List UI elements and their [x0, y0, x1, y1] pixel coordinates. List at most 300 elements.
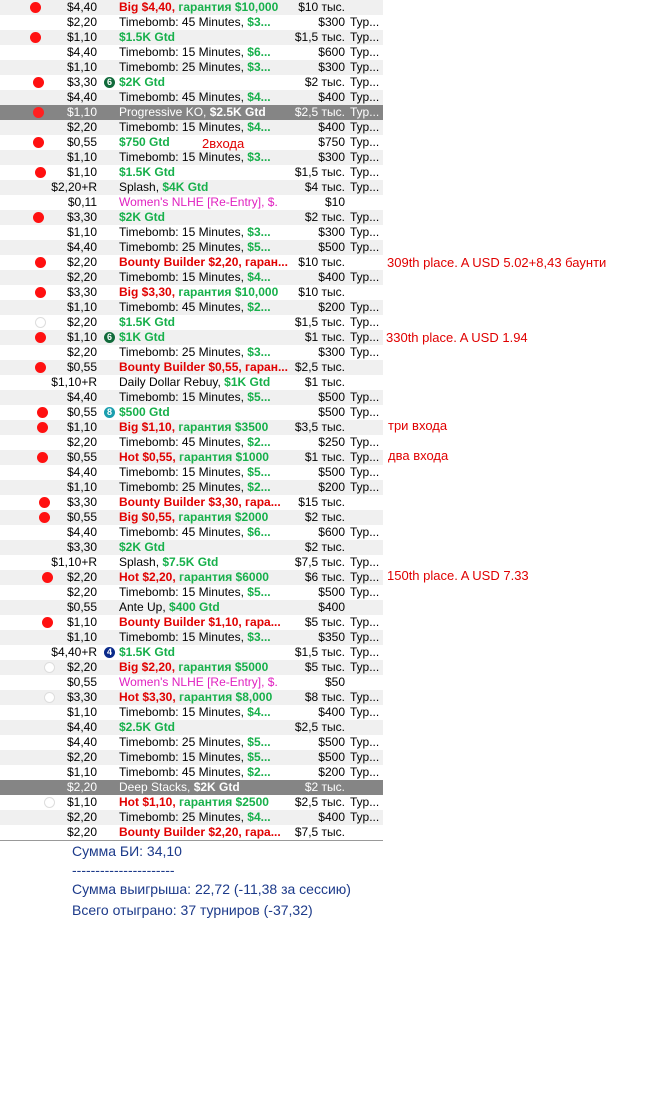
name-part-plain: Timebomb: 15 Minutes,	[119, 390, 248, 404]
buyin-cell: $2,20	[66, 810, 97, 824]
tournament-row[interactable]	[0, 675, 383, 690]
status-red-dot-icon	[33, 212, 44, 223]
name-part-n2: $1.5K Gtd	[119, 165, 176, 179]
type-cell: Тур...	[350, 45, 380, 59]
name-part-n2b: $4...	[247, 120, 271, 134]
status-red-dot-icon	[37, 452, 48, 463]
prize-cell: $1 тыс.	[304, 450, 345, 464]
tournament-name	[119, 165, 281, 180]
seat-badge-icon: 8	[104, 407, 115, 418]
type-cell: Тур...	[350, 750, 380, 764]
type-cell: Тур...	[350, 465, 380, 479]
buyin-cell: $1,10	[66, 480, 97, 494]
tournament-row[interactable]	[0, 510, 383, 525]
prize-cell: $400	[318, 90, 345, 104]
type-cell: Тур...	[350, 435, 380, 449]
tournament-name	[119, 345, 281, 360]
status-red-dot-icon	[33, 137, 44, 148]
name-part-n2: $500 Gtd	[119, 405, 170, 419]
buyin-cell: $0,55	[66, 450, 97, 464]
buyin-cell: $4,40	[66, 90, 97, 104]
prize-cell: $2,5 тыс.	[294, 795, 345, 809]
note-330th-place: 330th place. A USD 1.94	[386, 330, 528, 345]
status-red-dot-icon	[39, 497, 50, 508]
tournament-row[interactable]	[0, 150, 383, 165]
buyin-cell: $1,10	[66, 30, 97, 44]
buyin-cell: $3,30	[66, 540, 97, 554]
prize-cell: $10	[324, 195, 345, 209]
type-cell: Тур...	[350, 345, 380, 359]
tournament-row[interactable]	[0, 315, 383, 330]
tournament-row[interactable]	[0, 810, 383, 825]
name-part-n1: Hot $3,30,	[119, 690, 176, 704]
tournament-name	[119, 90, 281, 105]
tournament-name	[119, 45, 281, 60]
buyin-cell: $0,55	[66, 405, 97, 419]
tournament-row[interactable]	[0, 390, 383, 405]
tournament-row[interactable]	[0, 480, 383, 495]
prize-cell: $4 тыс.	[304, 180, 345, 194]
note-309th-place: 309th place. A USD 5.02+8,43 баунти	[387, 255, 607, 270]
tournament-row[interactable]	[0, 630, 383, 645]
name-part-bold: $2.5K Gtd	[209, 105, 266, 119]
name-part-n2b: $3...	[247, 150, 271, 164]
name-part-n2: гарантия $8,000	[175, 690, 273, 704]
name-part-n2b: $5...	[247, 585, 271, 599]
prize-cell: $10 тыс.	[298, 0, 345, 14]
tournament-name	[119, 120, 281, 135]
buyin-cell: $2,20	[66, 15, 97, 29]
tournament-name	[119, 795, 281, 810]
name-part-n2: $2K Gtd	[119, 210, 166, 224]
buyin-cell: $1,10	[66, 225, 97, 239]
tournament-row[interactable]	[0, 345, 383, 360]
buyin-cell: $1,10	[66, 630, 97, 644]
tournament-row[interactable]	[0, 450, 383, 465]
name-part-plain: Timebomb: 25 Minutes,	[119, 345, 248, 359]
tournament-name	[119, 495, 281, 510]
tournament-name	[119, 180, 281, 195]
name-part-plain: Timebomb: 15 Minutes,	[119, 630, 248, 644]
prize-cell: $400	[318, 705, 345, 719]
prize-cell: $2,5 тыс.	[294, 720, 345, 734]
name-part-n2b: $2...	[247, 765, 271, 779]
tournament-row[interactable]	[0, 405, 383, 420]
tournament-row[interactable]	[0, 210, 383, 225]
name-part-n2b: $7.5K Gtd	[162, 555, 219, 569]
prize-cell: $600	[318, 45, 345, 59]
type-cell: Тур...	[350, 705, 380, 719]
tournament-row[interactable]	[0, 825, 383, 840]
note-three-entries: три входа	[388, 418, 448, 433]
name-part-n2: гарантия $2000	[175, 510, 269, 524]
name-part-plain: Timebomb: 45 Minutes,	[119, 765, 248, 779]
buyin-cell: $1,10+R	[51, 555, 97, 569]
buyin-cell: $0,55	[66, 135, 97, 149]
tournament-name	[119, 630, 281, 645]
tournament-row[interactable]	[0, 645, 383, 660]
prize-cell: $350	[318, 630, 345, 644]
name-part-n2b: $4...	[247, 705, 271, 719]
status-red-dot-icon	[37, 407, 48, 418]
name-part-n2: $1.5K Gtd	[119, 315, 176, 329]
prize-cell: $500	[318, 240, 345, 254]
tournament-row[interactable]	[0, 795, 383, 810]
name-part-n2b: $6...	[247, 45, 271, 59]
buyin-cell: $2,20	[66, 780, 97, 794]
name-part-plain: Timebomb: 15 Minutes,	[119, 270, 248, 284]
buyin-cell: $4,40	[66, 735, 97, 749]
name-part-plain: Splash,	[119, 180, 163, 194]
tournament-row[interactable]	[0, 15, 383, 30]
prize-cell: $600	[318, 525, 345, 539]
name-part-plain: Progressive KO,	[119, 105, 210, 119]
name-part-n1b: гара...	[241, 495, 281, 509]
name-part-plain: Timebomb: 25 Minutes,	[119, 810, 248, 824]
type-cell: Тур...	[350, 210, 380, 224]
type-cell: Тур...	[350, 570, 380, 584]
tournament-row[interactable]	[0, 360, 383, 375]
tournament-row[interactable]	[0, 300, 383, 315]
tournament-row[interactable]	[0, 30, 383, 45]
tournament-row[interactable]	[0, 135, 383, 150]
name-part-plain: Timebomb: 25 Minutes,	[119, 60, 248, 74]
prize-cell: $7,5 тыс.	[294, 825, 345, 839]
prize-cell: $15 тыс.	[298, 495, 345, 509]
tournament-name	[119, 420, 281, 435]
buyin-cell: $3,30	[66, 495, 97, 509]
name-part-n2: $1.5K Gtd	[119, 645, 176, 659]
name-part-n2b: $6...	[247, 525, 271, 539]
name-part-n1: Bounty Builder $2,20,	[119, 825, 242, 839]
prize-cell: $3,5 тыс.	[294, 420, 345, 434]
name-part-n2: $2K Gtd	[119, 540, 166, 554]
buyin-cell: $1,10	[66, 150, 97, 164]
prize-cell: $200	[318, 300, 345, 314]
tournament-row[interactable]	[0, 615, 383, 630]
buyin-cell: $1,10	[66, 105, 97, 119]
prize-cell: $400	[318, 270, 345, 284]
status-empty-dot-icon	[44, 797, 55, 808]
tournament-row[interactable]	[0, 600, 383, 615]
buyin-cell: $0,55	[66, 600, 97, 614]
tournament-row[interactable]	[0, 0, 383, 15]
prize-cell: $50	[324, 675, 345, 689]
status-red-dot-icon	[39, 512, 50, 523]
summary-separator: ----------------------	[72, 862, 175, 878]
type-cell: Тур...	[350, 660, 380, 674]
prize-cell: $500	[318, 750, 345, 764]
tournament-name	[119, 675, 281, 690]
type-cell: Тур...	[350, 480, 380, 494]
tournament-row[interactable]	[0, 735, 383, 750]
buyin-cell: $2,20	[66, 120, 97, 134]
buyin-cell: $1,10	[66, 705, 97, 719]
buyin-cell: $1,10	[66, 420, 97, 434]
type-cell: Тур...	[350, 795, 380, 809]
type-cell: Тур...	[350, 555, 380, 569]
tournament-name	[119, 660, 281, 675]
buyin-cell: $1,10	[66, 795, 97, 809]
name-part-n2: $2K Gtd	[119, 75, 166, 89]
buyin-cell: $1,10	[66, 765, 97, 779]
name-part-n1: Big $2,20,	[119, 660, 176, 674]
prize-cell: $5 тыс.	[304, 615, 345, 629]
status-red-dot-icon	[33, 77, 44, 88]
name-part-plain: Timebomb: 15 Minutes,	[119, 585, 248, 599]
name-part-n1: Big $4,40,	[119, 0, 176, 14]
type-cell: Тур...	[350, 120, 380, 134]
tournament-name	[119, 750, 281, 765]
name-part-n2b: $5...	[247, 390, 271, 404]
tournament-list	[0, 0, 383, 841]
tournament-row[interactable]	[0, 660, 383, 675]
type-cell: Тур...	[350, 450, 380, 464]
type-cell: Тур...	[350, 810, 380, 824]
tournament-row[interactable]	[0, 75, 383, 90]
prize-cell: $7,5 тыс.	[294, 555, 345, 569]
name-part-plain: Timebomb: 45 Minutes,	[119, 15, 248, 29]
name-part-n2b: $5...	[247, 240, 271, 254]
buyin-cell: $2,20	[66, 315, 97, 329]
tournament-name	[119, 825, 281, 840]
seat-badge-icon: 6	[104, 77, 115, 88]
tournament-row[interactable]	[0, 90, 383, 105]
name-part-n1: Bounty Builder $3,30,	[119, 495, 242, 509]
buyin-cell: $1,10	[66, 60, 97, 74]
name-part-n2: гарантия $6000	[175, 570, 269, 584]
type-cell: Тур...	[350, 60, 380, 74]
tournament-row[interactable]	[0, 105, 383, 120]
summary-winnings: Сумма выигрыша: 22,72 (-11,38 за сессию)	[72, 881, 351, 897]
tournament-row[interactable]	[0, 270, 383, 285]
prize-cell: $1,5 тыс.	[294, 165, 345, 179]
tournament-row[interactable]	[0, 525, 383, 540]
name-part-plain: Deep Stacks,	[119, 780, 194, 794]
name-part-plain: Timebomb: 25 Minutes,	[119, 480, 248, 494]
prize-cell: $2 тыс.	[304, 75, 345, 89]
tournament-name	[119, 150, 281, 165]
buyin-cell: $4,40	[66, 390, 97, 404]
name-part-n2b: $5...	[247, 750, 271, 764]
prize-cell: $300	[318, 60, 345, 74]
name-part-plain: Timebomb: 15 Minutes,	[119, 465, 248, 479]
prize-cell: $500	[318, 465, 345, 479]
tournament-name	[119, 315, 281, 330]
tournament-name	[119, 195, 281, 210]
status-red-dot-icon	[30, 2, 41, 13]
prize-cell: $1 тыс.	[304, 330, 345, 344]
type-cell: Тур...	[350, 390, 380, 404]
name-part-plain: Ante Up,	[119, 600, 170, 614]
prize-cell: $300	[318, 150, 345, 164]
type-cell: Тур...	[350, 150, 380, 164]
name-part-plain: Timebomb: 45 Minutes,	[119, 300, 248, 314]
buyin-cell: $2,20	[66, 585, 97, 599]
type-cell: Тур...	[350, 585, 380, 599]
status-red-dot-icon	[37, 422, 48, 433]
summary-total-played: Всего отыграно: 37 турниров (-37,32)	[72, 902, 313, 918]
name-part-n1: Hot $1,10,	[119, 795, 176, 809]
tournament-name	[119, 255, 288, 270]
name-part-plain: Timebomb: 45 Minutes,	[119, 525, 248, 539]
tournament-name	[119, 105, 281, 120]
type-cell: Тур...	[350, 270, 380, 284]
name-part-n1b: гара...	[241, 615, 281, 629]
tournament-row[interactable]	[0, 720, 383, 735]
name-part-plain: Timebomb: 15 Minutes,	[119, 225, 248, 239]
tournament-name	[119, 390, 281, 405]
name-part-n1: Hot $2,20,	[119, 570, 176, 584]
name-part-n1b: гаран...	[241, 255, 288, 269]
buyin-cell: $4,40+R	[51, 645, 97, 659]
buyin-cell: $0,55	[66, 360, 97, 374]
status-red-dot-icon	[30, 32, 41, 43]
status-red-dot-icon	[35, 287, 46, 298]
name-part-n2b: $5...	[247, 465, 271, 479]
prize-cell: $400	[318, 600, 345, 614]
name-part-plain: Timebomb: 15 Minutes,	[119, 705, 248, 719]
buyin-cell: $2,20	[66, 660, 97, 674]
tournament-name	[119, 615, 281, 630]
tournament-row[interactable]	[0, 330, 383, 345]
name-part-n1: Big $0,55,	[119, 510, 176, 524]
name-part-n1: Bounty Builder $1,10,	[119, 615, 242, 629]
prize-cell: $8 тыс.	[304, 690, 345, 704]
tournament-name	[119, 735, 281, 750]
prize-cell: $500	[318, 390, 345, 404]
prize-cell: $1,5 тыс.	[294, 315, 345, 329]
status-red-dot-icon	[35, 167, 46, 178]
tournament-row[interactable]	[0, 780, 383, 795]
type-cell: Тур...	[350, 90, 380, 104]
tournament-row[interactable]	[0, 420, 383, 435]
type-cell: Тур...	[350, 75, 380, 89]
tournament-name	[119, 360, 288, 375]
prize-cell: $750	[318, 135, 345, 149]
type-cell: Тур...	[350, 240, 380, 254]
name-part-n1: Bounty Builder $0,55,	[119, 360, 242, 374]
tournament-row[interactable]	[0, 225, 383, 240]
name-part-n2: $750 Gtd	[119, 135, 170, 149]
tournament-row[interactable]	[0, 180, 383, 195]
name-part-plain: Timebomb: 45 Minutes,	[119, 435, 248, 449]
tournament-name	[119, 330, 281, 345]
tournament-row[interactable]	[0, 765, 383, 780]
tournament-row[interactable]	[0, 165, 383, 180]
tournament-name	[119, 465, 281, 480]
type-cell: Тур...	[350, 630, 380, 644]
buyin-cell: $4,40	[66, 240, 97, 254]
status-red-dot-icon	[33, 107, 44, 118]
name-part-n2b: $2...	[247, 300, 271, 314]
buyin-cell: $2,20	[66, 270, 97, 284]
type-cell: Тур...	[350, 135, 380, 149]
tournament-row[interactable]	[0, 240, 383, 255]
tournament-name	[119, 780, 281, 795]
buyin-cell: $2,20	[66, 825, 97, 839]
tournament-row[interactable]	[0, 585, 383, 600]
tournament-row[interactable]	[0, 690, 383, 705]
tournament-name	[119, 210, 281, 225]
type-cell: Тур...	[350, 30, 380, 44]
tournament-name	[119, 375, 281, 390]
tournament-row[interactable]	[0, 540, 383, 555]
type-cell: Тур...	[350, 645, 380, 659]
type-cell: Тур...	[350, 690, 380, 704]
name-part-n2b: $3...	[247, 225, 271, 239]
type-cell: Тур...	[350, 180, 380, 194]
status-red-dot-icon	[42, 572, 53, 583]
tournament-name	[119, 300, 281, 315]
tournament-name	[119, 0, 281, 15]
tournament-row[interactable]	[0, 255, 383, 270]
tournament-row[interactable]	[0, 195, 383, 210]
name-part-n2: $2.5K Gtd	[119, 720, 176, 734]
buyin-cell: $3,30	[66, 690, 97, 704]
tournament-row[interactable]	[0, 495, 383, 510]
name-part-plain: Daily Dollar Rebuy,	[119, 375, 225, 389]
name-part-n1: Big $1,10,	[119, 420, 176, 434]
buyin-cell: $1,10	[66, 300, 97, 314]
name-part-pink: Women's NLHE [Re-Entry], $.	[119, 195, 278, 209]
status-empty-dot-icon	[44, 692, 55, 703]
tournament-row[interactable]	[0, 45, 383, 60]
tournament-row[interactable]	[0, 435, 383, 450]
name-part-n2b: $2...	[247, 435, 271, 449]
tournament-row[interactable]	[0, 60, 383, 75]
name-part-n1b: гаран...	[241, 360, 288, 374]
tournament-name	[119, 555, 281, 570]
type-cell: Тур...	[350, 330, 380, 344]
tournament-row[interactable]	[0, 285, 383, 300]
name-part-n2b: $5...	[247, 735, 271, 749]
type-cell: Тур...	[350, 15, 380, 29]
status-red-dot-icon	[35, 257, 46, 268]
name-part-n2b: $3...	[247, 15, 271, 29]
summary-buyin-total: Сумма БИ: 34,10	[72, 843, 182, 859]
name-part-n2: гарантия $10,000	[175, 285, 279, 299]
tournament-row[interactable]	[0, 375, 383, 390]
tournament-row[interactable]	[0, 750, 383, 765]
tournament-row[interactable]	[0, 120, 383, 135]
tournament-row[interactable]	[0, 570, 383, 585]
prize-cell: $400	[318, 810, 345, 824]
name-part-n2b: $4K Gtd	[162, 180, 209, 194]
buyin-cell: $0,11	[67, 195, 97, 209]
name-part-plain: Splash,	[119, 555, 163, 569]
tournament-name	[119, 405, 281, 420]
buyin-cell: $1,10	[66, 615, 97, 629]
type-cell: Тур...	[350, 735, 380, 749]
name-part-n2b: $1K Gtd	[224, 375, 271, 389]
prize-cell: $2 тыс.	[304, 210, 345, 224]
type-cell: Тур...	[350, 105, 380, 119]
buyin-cell: $2,20+R	[51, 180, 97, 194]
tournament-name	[119, 810, 281, 825]
tournament-name	[119, 15, 281, 30]
tournament-row[interactable]	[0, 465, 383, 480]
tournament-name	[119, 600, 281, 615]
tournament-name	[119, 570, 281, 585]
name-part-n1: Bounty Builder $2,20,	[119, 255, 242, 269]
name-part-n2: гарантия $3500	[175, 420, 269, 434]
tournament-row[interactable]	[0, 555, 383, 570]
name-part-n2: гарантия $1000	[175, 450, 269, 464]
tournament-row[interactable]	[0, 705, 383, 720]
prize-cell: $300	[318, 345, 345, 359]
name-part-n2: $1.5K Gtd	[119, 30, 176, 44]
